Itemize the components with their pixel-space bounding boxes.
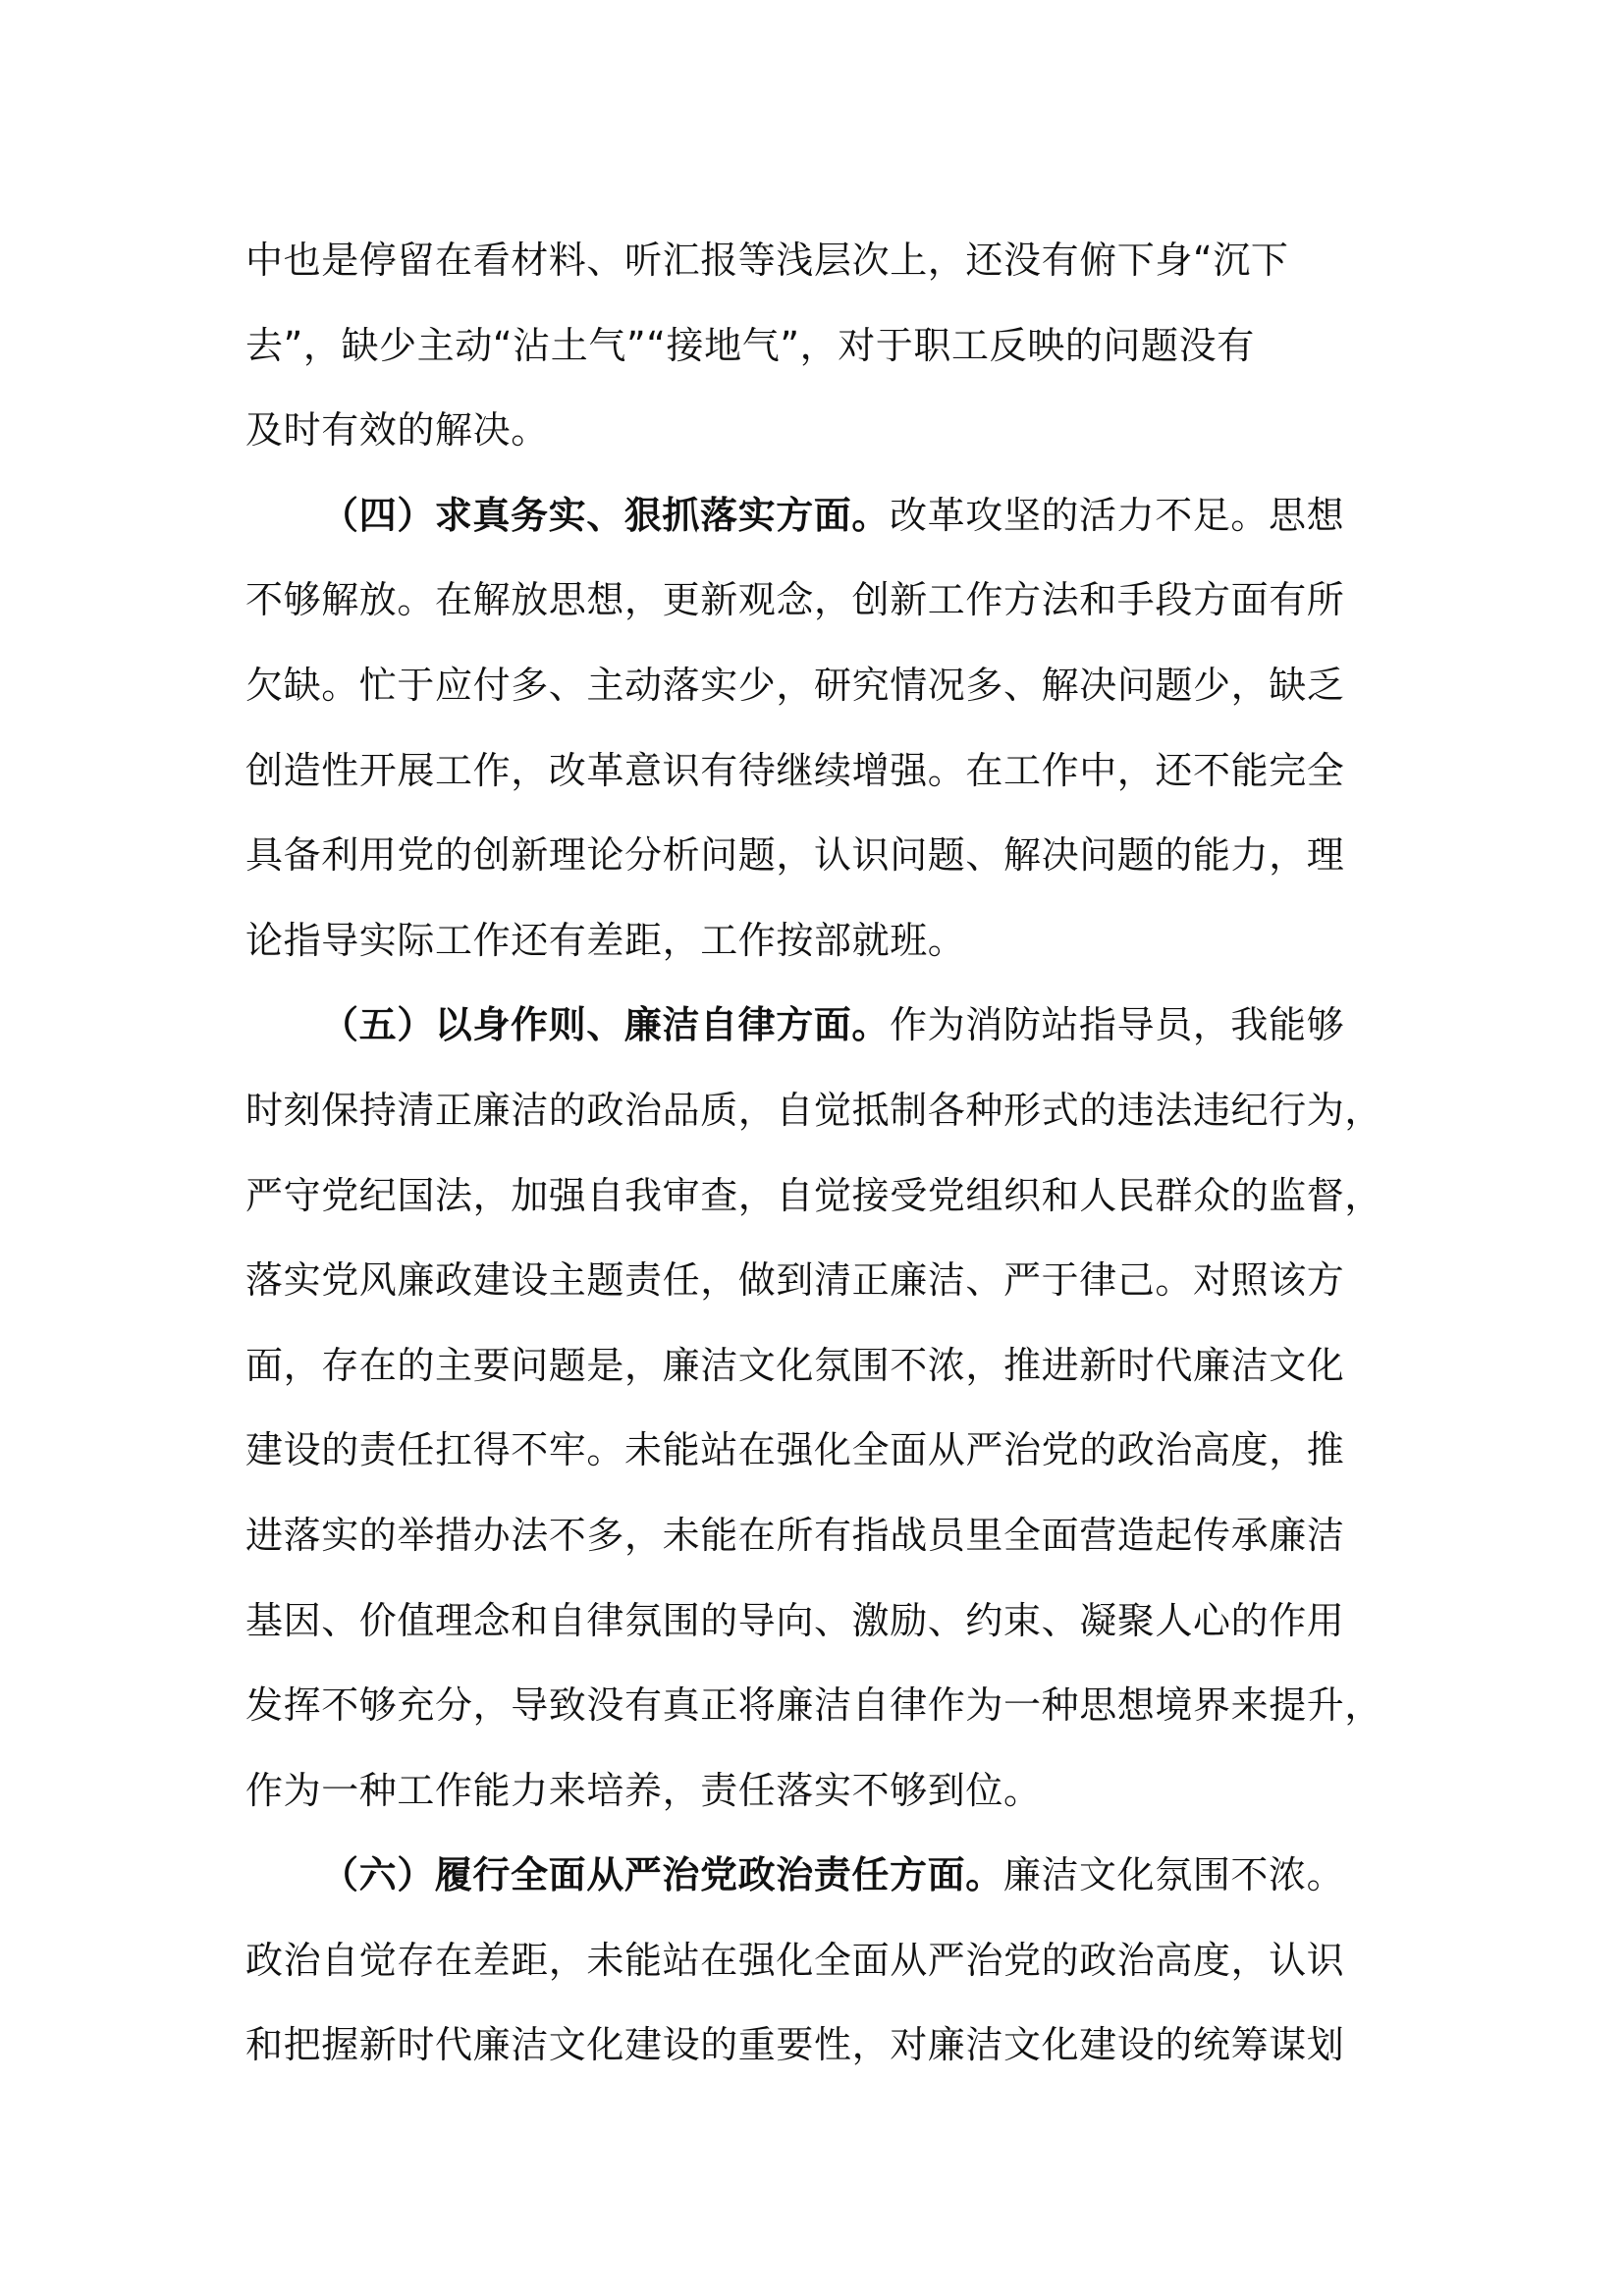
text-line: 论指导实际工作还有差距，工作按部就班。 bbox=[245, 918, 966, 962]
section-first-line bbox=[245, 990, 1384, 1076]
text-run: 廉洁文化氛围不浓。 bbox=[1002, 1853, 1345, 1897]
paragraph-section-4 bbox=[245, 481, 1384, 991]
text-line: 创造性开展工作，改革意识有待继续增强。在工作中，还不能完全 bbox=[245, 748, 1345, 792]
text-line: 不够解放。在解放思想，更新观念，创新工作方法和手段方面有所 bbox=[245, 578, 1345, 622]
section-heading: （五）以身作则、廉洁自律方面。 bbox=[321, 1003, 891, 1047]
text-line: 面，存在的主要问题是，廉洁文化氛围不浓，推进新时代廉洁文化 bbox=[245, 1343, 1345, 1387]
text-line: 中也是停留在看材料、听汇报等浅层次上，还没有俯下身“沉下 bbox=[245, 239, 1289, 282]
section-heading: （六）履行全面从严治党政治责任方面。 bbox=[321, 1853, 1003, 1897]
text-line: 时刻保持清正廉洁的政治品质，自觉抵制各种形式的违法违纪行为， bbox=[245, 1088, 1383, 1132]
text-line: 建设的责任扛得不牢。未能站在强化全面从严治党的政治高度，推 bbox=[245, 1428, 1345, 1472]
text-run: 作为消防站指导员，我能够 bbox=[890, 1003, 1345, 1047]
paragraph-section-5 bbox=[245, 990, 1384, 1841]
text-line: 作为一种工作能力来培养，责任落实不够到位。 bbox=[245, 1768, 1042, 1812]
text-line: 进落实的举措办法不多，未能在所有指战员里全面营造起传承廉洁 bbox=[245, 1513, 1345, 1557]
text-line: 和把握新时代廉洁文化建设的重要性，对廉洁文化建设的统筹谋划 bbox=[245, 2023, 1345, 2067]
text-line: 严守党纪国法，加强自我审查，自觉接受党组织和人民群众的监督， bbox=[245, 1173, 1383, 1217]
text-line: 落实党风廉政建设主题责任，做到清正廉洁、严于律己。对照该方 bbox=[245, 1258, 1345, 1303]
text-line: 欠缺。忙于应付多、主动落实少，研究情况多、解决问题少，缺乏 bbox=[245, 663, 1345, 707]
text-line: 具备利用党的创新理论分析问题，认识问题、解决问题的能力，理 bbox=[245, 833, 1345, 878]
document-page bbox=[245, 226, 1384, 2096]
section-first-line bbox=[245, 1841, 1384, 1926]
text-line: 发挥不够充分，导致没有真正将廉洁自律作为一种思想境界来提升， bbox=[245, 1683, 1383, 1728]
section-heading: （四）求真务实、狠抓落实方面。 bbox=[321, 493, 891, 537]
text-line: 政治自觉存在差距，未能站在强化全面从严治党的政治高度，认识 bbox=[245, 1938, 1345, 1982]
text-line: 及时有效的解决。 bbox=[245, 408, 549, 453]
section-first-line bbox=[245, 481, 1384, 566]
text-line: 去”，缺少主动“沾土气”“接地气”，对于职工反映的问题没有 bbox=[245, 323, 1255, 367]
text-run: 改革攻坚的活力不足。思想 bbox=[890, 493, 1345, 537]
paragraph-continuation bbox=[245, 226, 1384, 481]
paragraph-section-6 bbox=[245, 1841, 1384, 2096]
text-line: 基因、价值理念和自律氛围的导向、激励、约束、凝聚人心的作用 bbox=[245, 1598, 1345, 1642]
